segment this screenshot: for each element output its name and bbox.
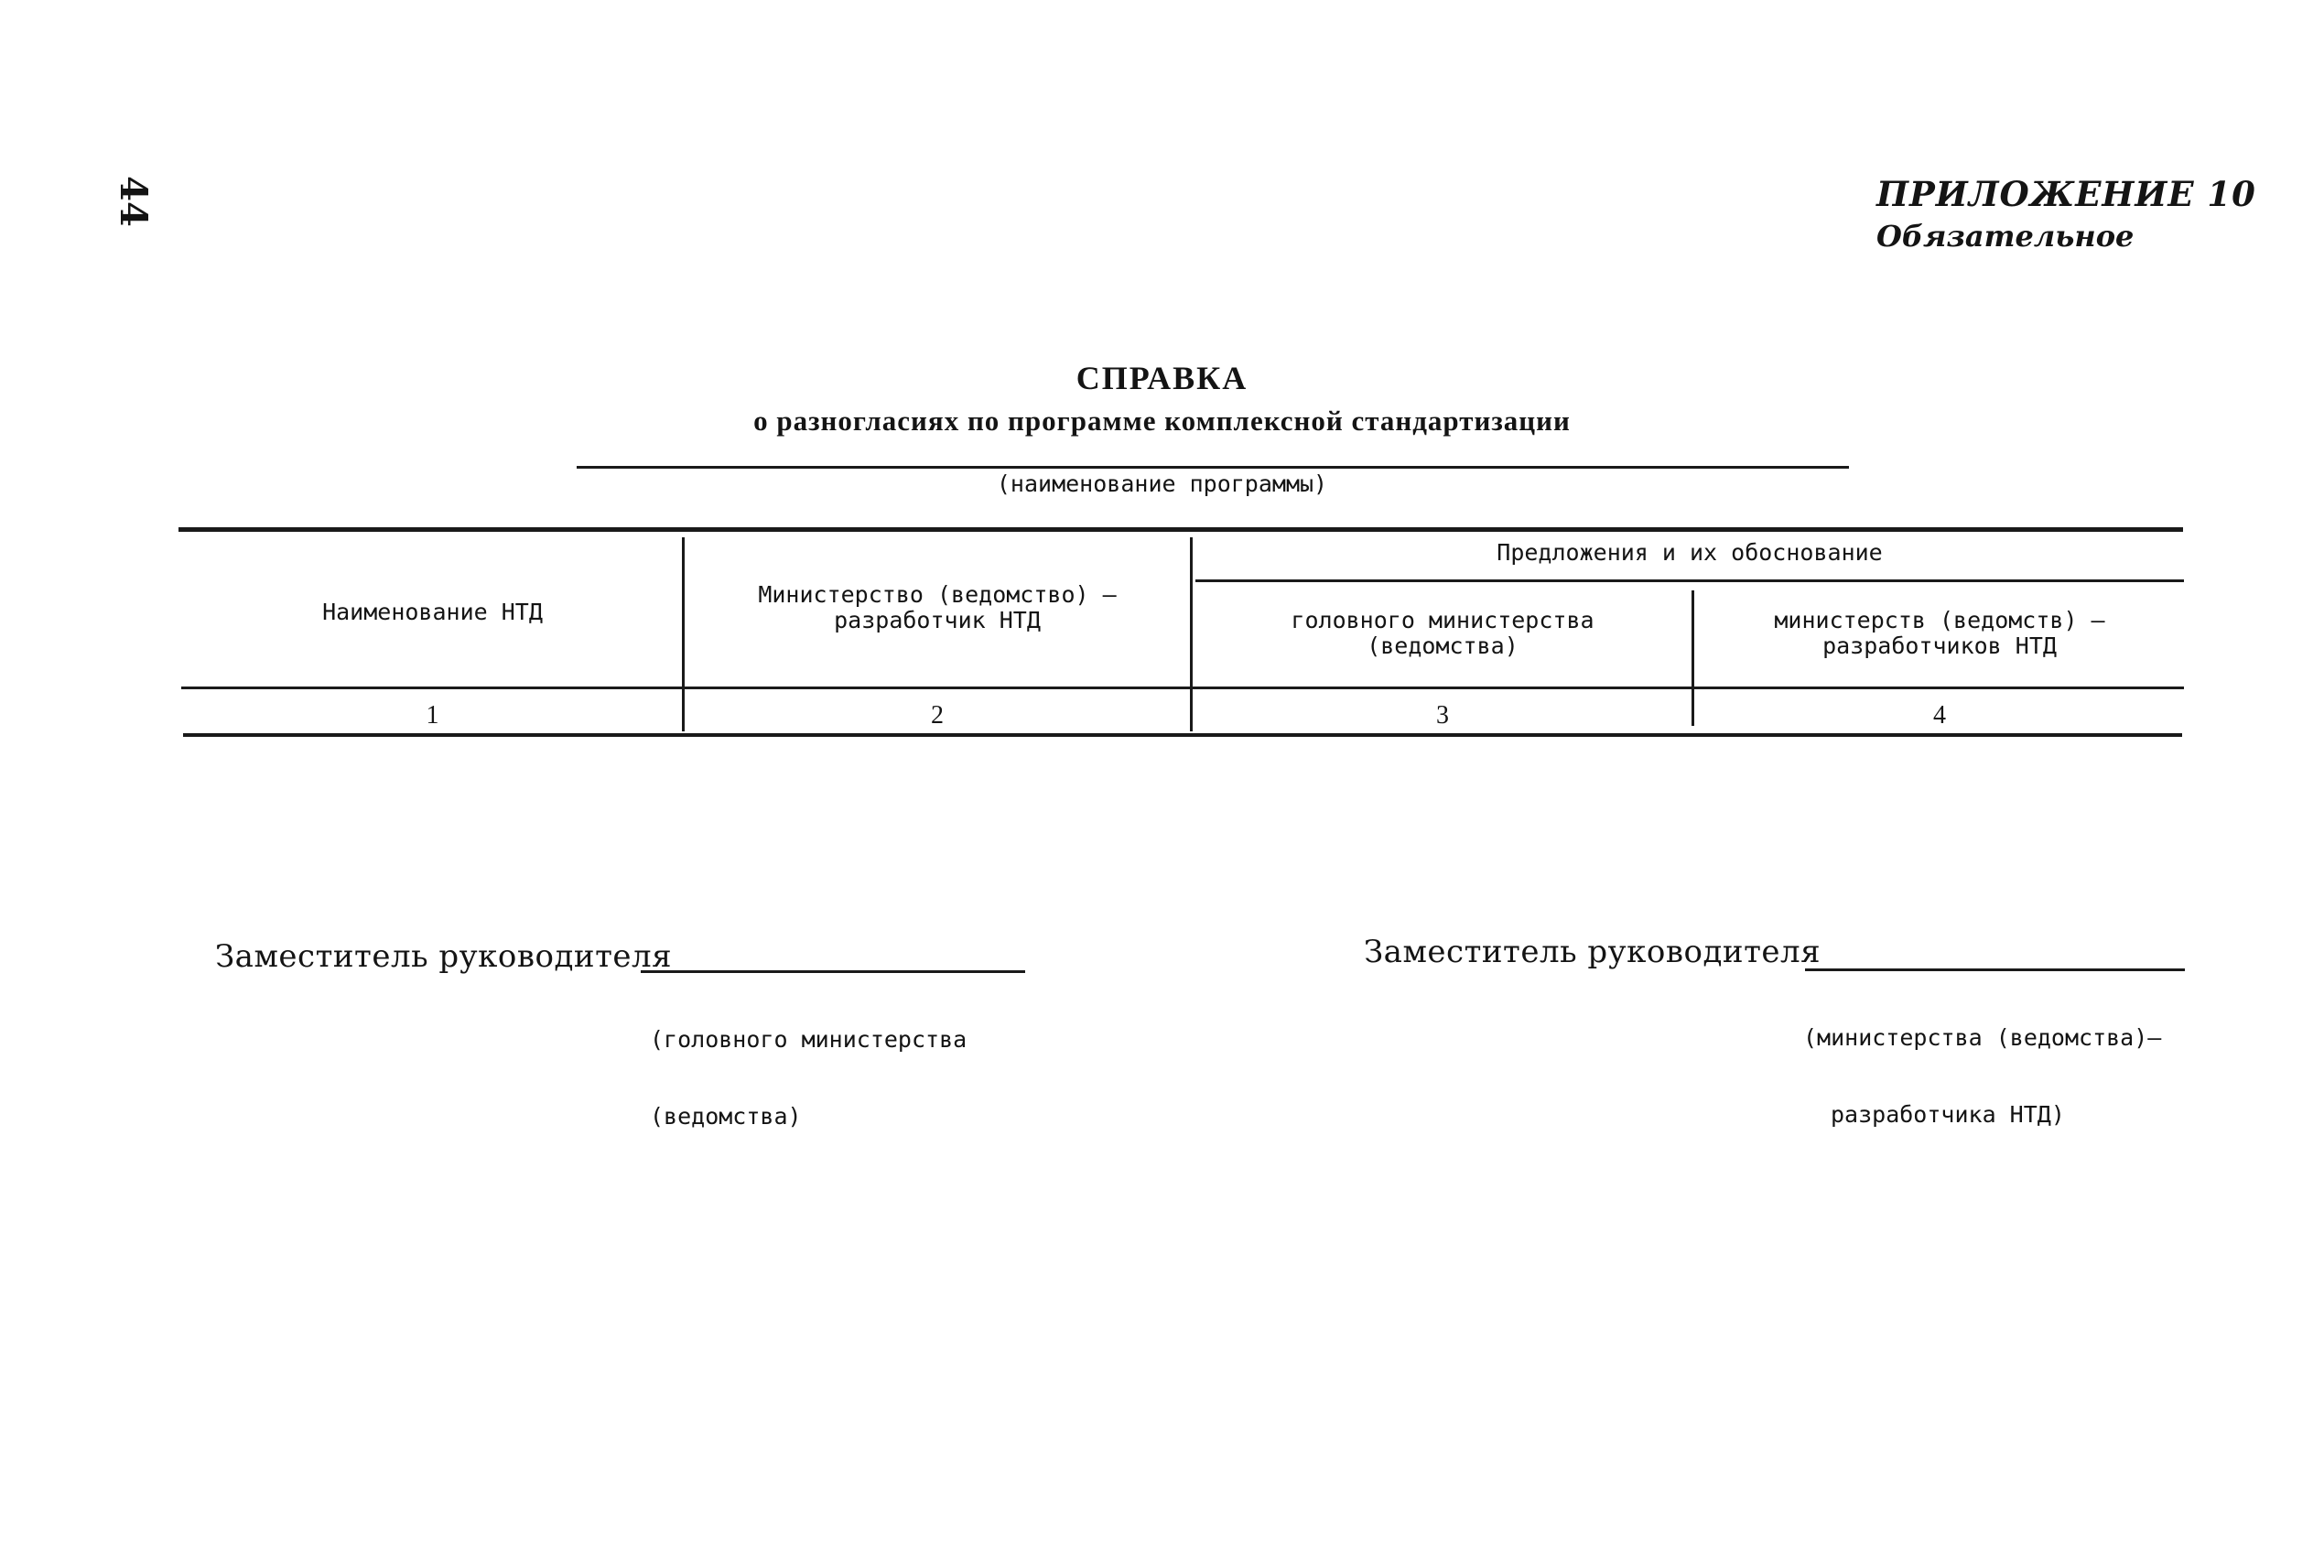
page-number: 44 [112,176,155,227]
signature-caption-right [1803,974,2161,1153]
column-number-4: 4 [1933,701,1946,730]
header-proposals-group: Предложения и их обоснование [1497,539,1883,566]
column-divider-3 [1692,590,1694,726]
header-ntd-name: Наименование НТД [322,599,543,625]
column-number-3: 3 [1436,701,1449,730]
signature-label-right: Заместитель руководителя [1364,934,1821,970]
document-subtitle: о разногласиях по программе комплексной стандартизации [753,405,1571,437]
signature-caption-left-line1: (головного министерства [650,1026,967,1053]
column-divider-2 [1190,537,1193,731]
appendix-status: Обязательное [1876,219,2135,254]
header-head-ministry [1195,608,1690,659]
header-head-ministry-line1: головного министерства [1291,607,1594,633]
signature-line-right [1805,968,2185,971]
table-bottom-border [183,733,2182,737]
appendix-title: ПРИЛОЖЕНИЕ 10 [1876,174,2256,214]
document-title: СПРАВКА [1076,360,1248,396]
program-name-line [577,466,1849,469]
header-developer-ministries [1695,608,2184,659]
program-name-caption: (наименование программы) [996,470,1328,497]
column-number-2: 2 [931,701,944,730]
signature-caption-left-line2: (ведомства) [650,1103,802,1130]
header-ministry-developer-line2: разработчик НТД [834,607,1041,633]
signature-caption-right-line2: разработчика НТД) [1831,1101,2065,1128]
header-developer-ministries-line1: министерств (ведомств) — [1774,607,2105,633]
table-top-border [178,527,2183,532]
appendix-block [1876,172,2256,256]
group-header-underline [1195,579,2184,582]
signature-caption-left [650,976,967,1155]
header-ministry-developer [686,582,1188,633]
header-head-ministry-line2: (ведомства) [1367,633,1519,659]
signature-line-left [641,970,1025,973]
header-ministry-developer-line1: Министерство (ведомство) — [758,581,1117,608]
column-divider-1 [682,537,685,731]
signature-caption-right-line1: (министерства (ведомства)— [1803,1024,2162,1051]
header-developer-ministries-line2: разработчиков НТД [1822,633,2057,659]
column-number-1: 1 [426,701,439,730]
header-bottom-line [181,687,2184,689]
signature-label-left: Заместитель руководителя [215,938,673,975]
